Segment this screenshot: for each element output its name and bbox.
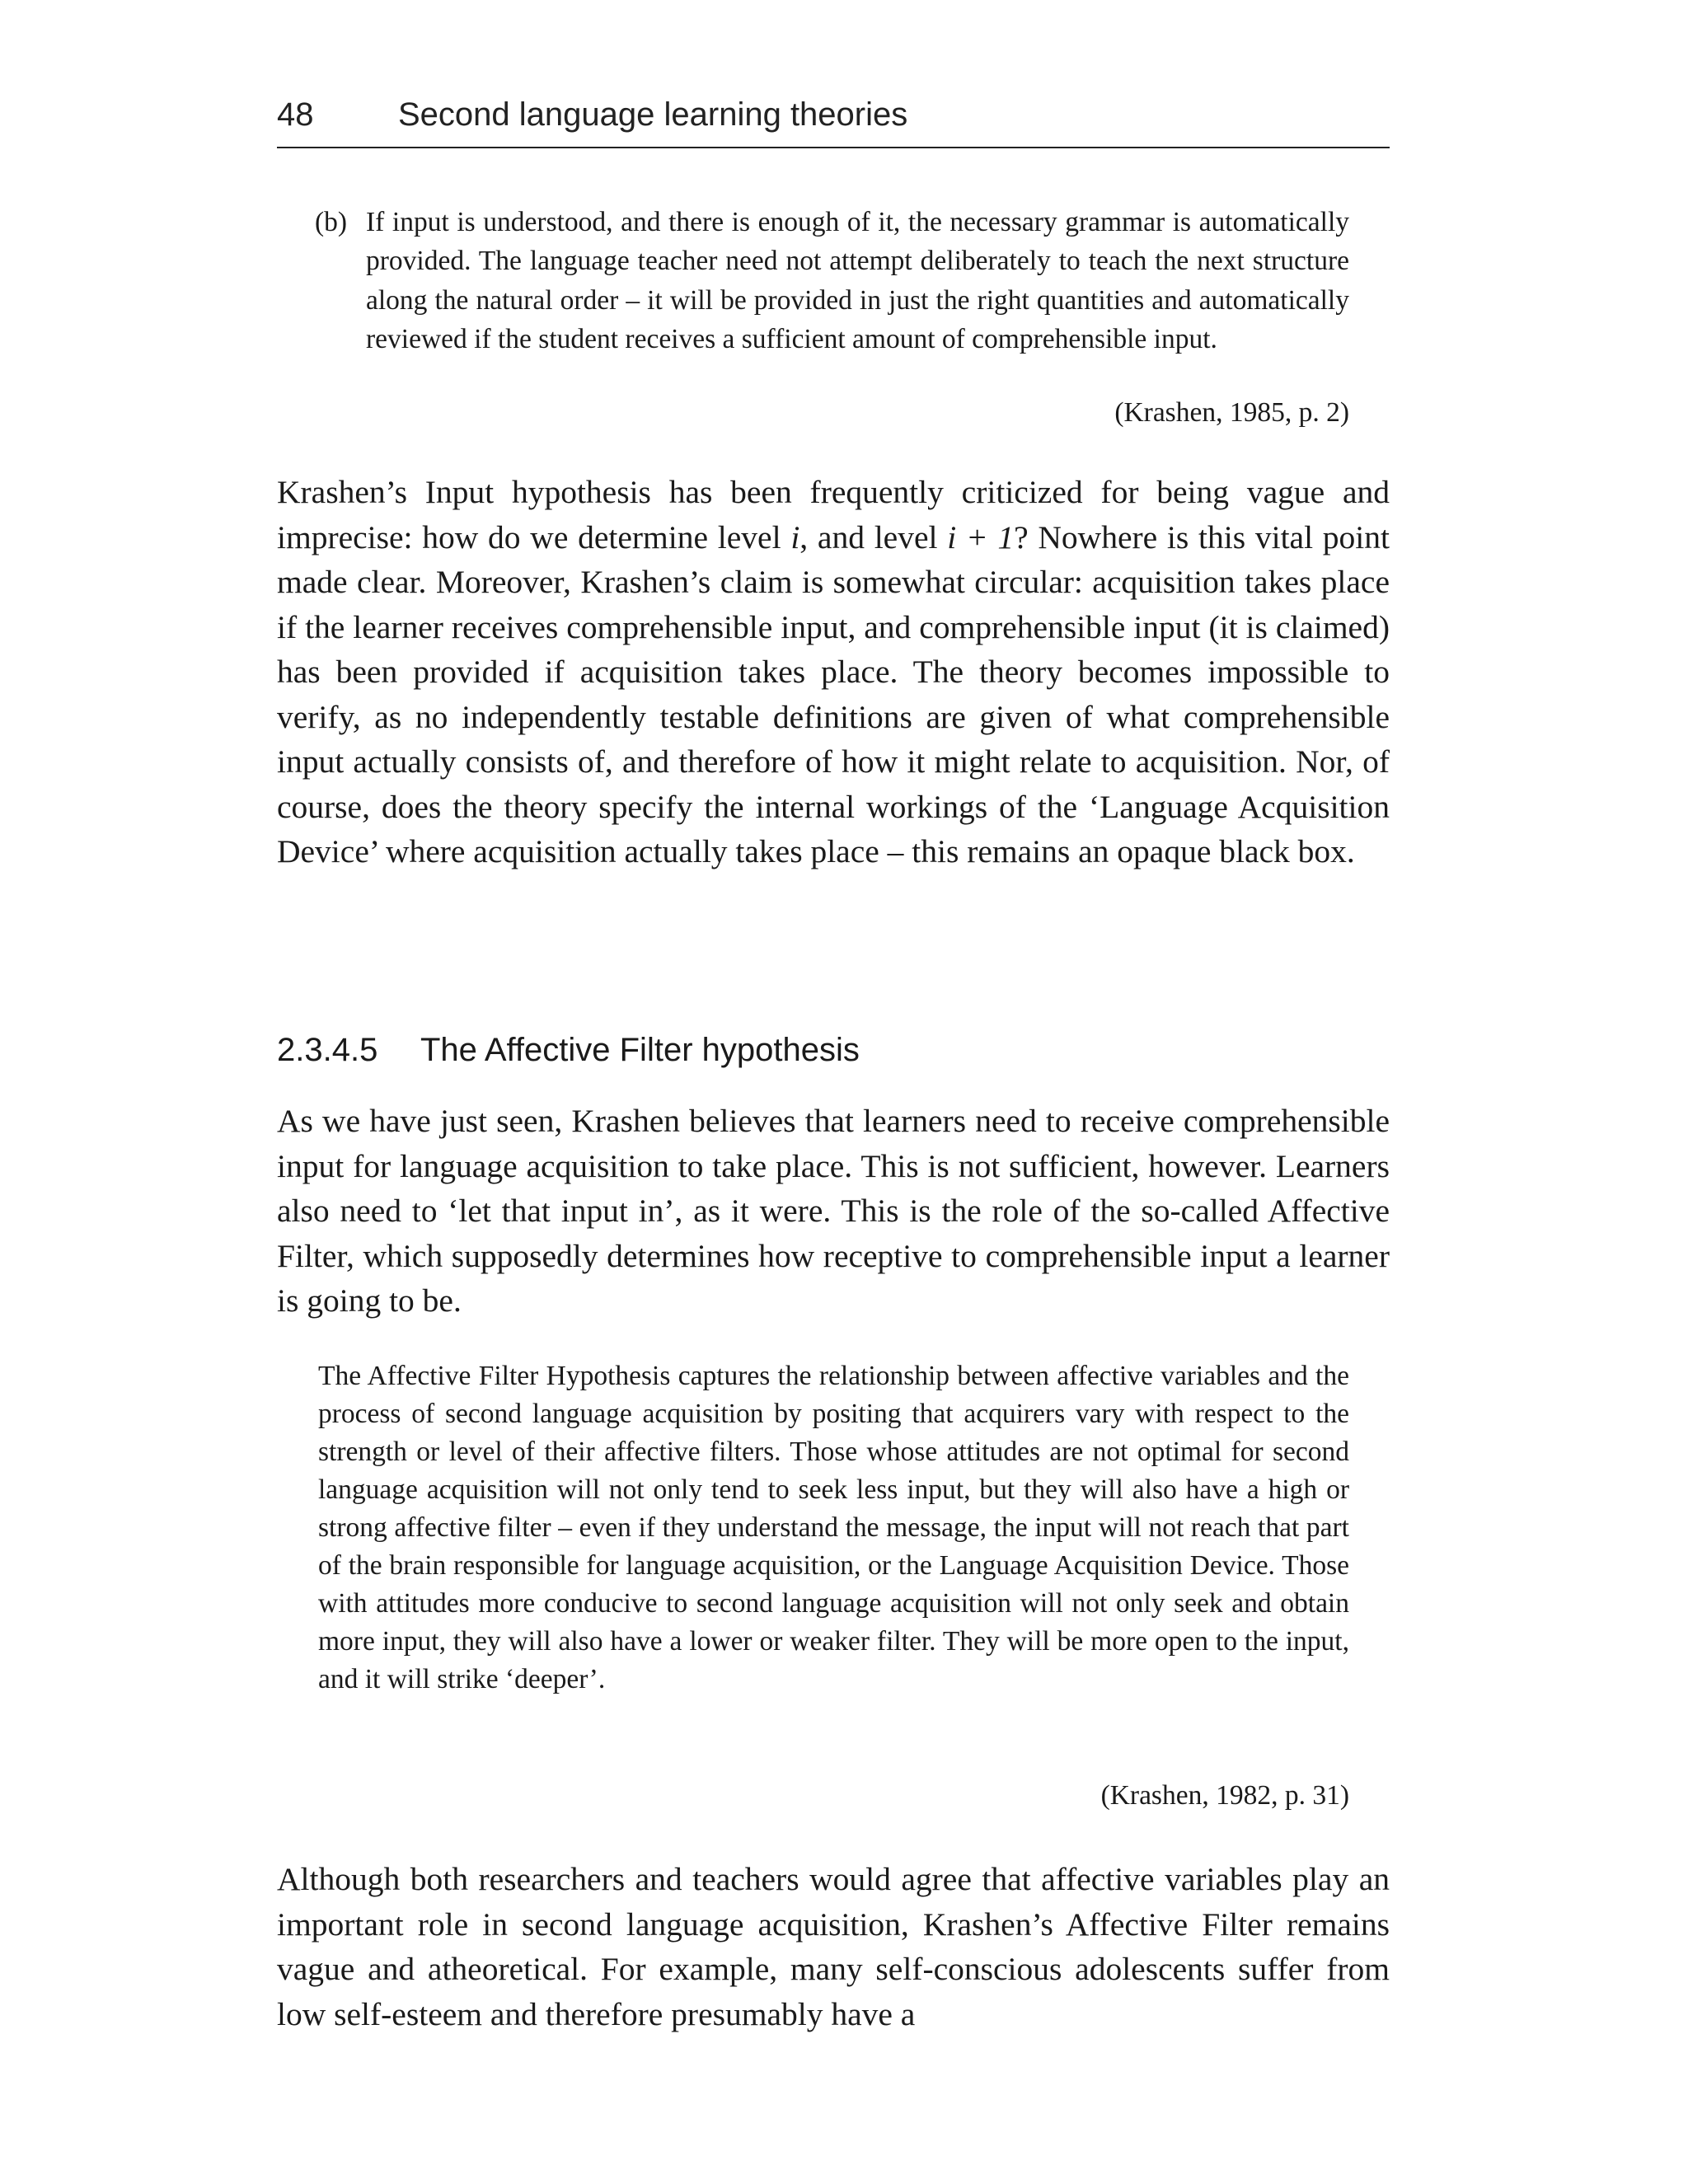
paragraph-affective-intro: As we have just seen, Krashen believes that learners need to receive comprehensible input for language acquisition to take place. This is not sufficient, however. Learners also need to ‘let that input in’, as it were. This is the role of the so-called Affective Filter, which supposedly determines how receptive to comprehensible input a learner is going to be. xyxy=(277,1103,1390,1319)
page-number: 48 xyxy=(277,96,314,133)
italic-level-i-plus-1: i + 1 xyxy=(947,518,1015,555)
citation-krashen-1985: (Krashen, 1985, p. 2) xyxy=(1114,397,1349,428)
block-quote-affective-filter: The Affective Filter Hypothesis captures the relationship between affective variables and the process of second language acquisition by positing that acquirers vary with respect to the strength or level of their affective filters. Those whose attitudes are not optimal for second language acquisition will not only tend to seek less input, but they will also have a high or strong affective filter – even if they understand the message, the input will not reach that part of the brain responsible for language acquisition, or the Language Acquisition Device. Those with attitudes more conducive to second language acquisition will not only seek and obtain more input, they will also have a lower or weaker filter. They will be more open to the input, and it will strike ‘deeper’. xyxy=(318,1361,1349,1694)
section-number: 2.3.4.5 xyxy=(277,1032,378,1068)
paragraph-input-criticism xyxy=(277,470,1390,874)
section-title: The Affective Filter hypothesis xyxy=(420,1032,860,1068)
quote-text: If input is understood, and there is enough of it, the necessary grammar is automatically provided. The language teacher need not attempt deliberately to teach the next structure along the natural order – it will be provided in just the right quantities and automatically reviewed if the student receives a sufficient amount of comprehensible input. xyxy=(366,207,1349,355)
paragraph-text: Krashen’s Input hypothesis has been frequently criticized for being vague and imprecise: how do we determine level xyxy=(277,474,1390,555)
italic-level-i: i xyxy=(790,518,800,555)
section-heading xyxy=(277,1027,1390,1073)
block-quote-b xyxy=(315,203,1349,359)
quote-label: (b) xyxy=(315,207,348,237)
citation-krashen-1982: (Krashen, 1982, p. 31) xyxy=(1100,1780,1349,1811)
paragraph-text: ? Nowhere is this vital point made clear. Moreover, Krashen’s claim is somewhat circular: acquisition takes place if the learner receives comprehensible input, and comprehensible input (it is claimed) has been provided if acquisition takes place. The theory becomes impossible to verify, as no independently testable definitions are given of what comprehensible input actually consists of, and therefore of how it might relate to acquisition. Nor, of course, does the theory specify the internal workings of the ‘Language Acquisition Device’ where acquisition actually takes place – this remains an opaque black box. xyxy=(277,518,1390,869)
running-head xyxy=(277,92,1390,148)
paragraph-affective-criticism: Although both researchers and teachers would agree that affective variables play an important role in second language acquisition, Krashen’s Affective Filter remains vague and atheoretical. For example, many self-conscious adolescents suffer from low self-esteem and therefore presumably have a xyxy=(277,1861,1390,2032)
paragraph-text: , and level xyxy=(799,518,948,555)
running-title: Second language learning theories xyxy=(398,96,908,133)
